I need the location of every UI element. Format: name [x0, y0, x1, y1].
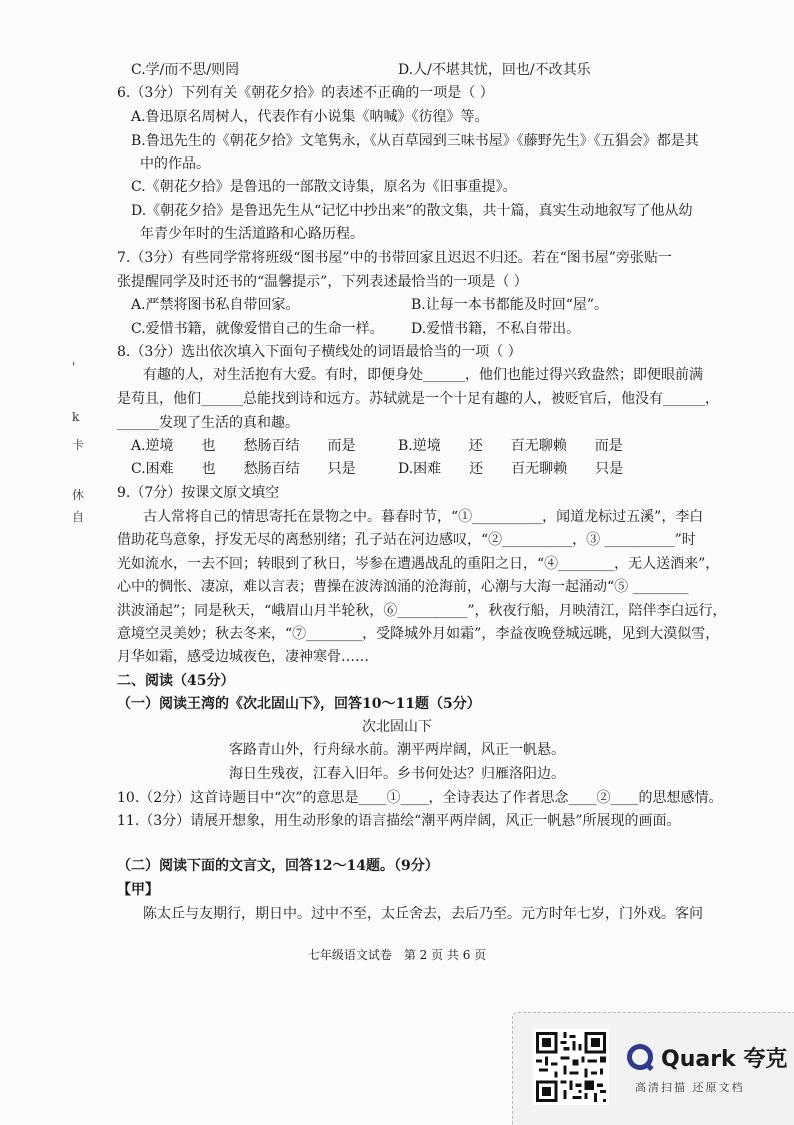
- section-2-heading: （二）阅读下面的文言文，回答12～14题。（9分）: [117, 858, 439, 874]
- q7-option-d: D.爱惜书籍，不私自带出。: [411, 321, 581, 337]
- q8-passage: 是苟且，他们______总能找到诗和远方。苏轼就是一个十足有趣的人，被贬官后，他没有______，: [117, 391, 719, 407]
- q6-option-d: D.《朝花夕拾》是鲁迅先生从“记忆中抄出来”的散文集，共十篇，真实生动地叙写了他从幼: [131, 203, 693, 219]
- page-footer: 七年级语文试卷 第 2 页 共 6 页: [307, 948, 487, 962]
- q8-option-c: C.困难 也 愁肠百结 只是: [131, 461, 356, 477]
- margin-mark: 休: [72, 488, 85, 502]
- margin-mark: ': [72, 360, 76, 374]
- question-10: 10.（2分）这首诗题目中“次”的意思是____①____，全诗表达了作者思念____②____的思想感情。: [117, 790, 723, 806]
- quark-brand: Quark 夸克: [661, 1046, 788, 1072]
- q6-option-d-cont: 年青少年时的生活道路和心路历程。: [140, 226, 364, 242]
- q8-passage: 有趣的人，对生活抱有大爱。有时，即便身处______，他们也能过得兴致盎然；即便眼前满: [143, 367, 703, 383]
- q9-passage: 借助花鸟意象，抒发无尽的离愁别绪；孔子站在河边感叹，“②__________，③ __________”时: [117, 532, 696, 548]
- question-11: 11.（3分）请展开想象，用生动形象的语言描绘“潮平两岸阔，风正一帆悬”所展现的画面。: [117, 813, 681, 829]
- classical-passage: 陈太丘与友期行，期日中。过中不至，太丘舍去，去后乃至。元方时年七岁，门外戏。客问: [143, 906, 703, 922]
- poem-line: 客路青山外，行舟绿水前。潮平两岸阔，风正一帆悬。: [229, 742, 565, 758]
- q8-option-d: D.困难 还 百无聊赖 只是: [398, 461, 624, 477]
- q9-passage: 光如流水，一去不回；转眼到了秋日，岑参在遭遇战乱的重阳之日，“④________，无人送酒来”，: [117, 556, 720, 572]
- q9-passage: 意境空灵美妙；秋去冬来，“⑦________，受降城外月如霜”，李益夜晚登城远眺，见到大漠似雪，: [117, 626, 720, 642]
- q7-option-a: A.严禁将图书私自带回家。: [131, 297, 300, 313]
- passage-jia-label: 【甲】: [117, 882, 159, 898]
- margin-mark: 自: [72, 510, 85, 524]
- q7-option-b: B.让每一本书都能及时回“屋”。: [411, 297, 609, 313]
- q8-option-a: A.逆境 也 愁肠百结 而是: [131, 438, 356, 454]
- q6-option-a: A.鲁迅原名周树人，代表作有小说集《呐喊》《彷徨》等。: [131, 109, 489, 125]
- quark-logo: [627, 1039, 787, 1075]
- question-9: 9.（7分）按课文原文填空: [117, 485, 280, 501]
- question-6: 6.（3分）下列有关《朝花夕拾》的表述不正确的一项是（ ）: [117, 85, 494, 101]
- poem-line: 海日生残夜，江春入旧年。乡书何处达？归雁洛阳边。: [229, 766, 565, 782]
- q9-passage: 心中的惆怅、凄凉，难以言表；曹操在波涛汹涌的沧海前，心潮与大海一起涌动“⑤ ________: [117, 579, 689, 595]
- quark-slogan: 高清扫描 还原文档: [635, 1081, 745, 1094]
- q5-option-d: D.人/不堪其忧，回也/不改其乐: [398, 62, 591, 78]
- quark-logo-icon: [627, 1044, 653, 1070]
- q6-option-c: C.《朝花夕拾》是鲁迅的一部散文诗集，原名为《旧事重提》。: [131, 179, 517, 195]
- qr-code-icon: [533, 1029, 609, 1105]
- poem-title: 次北固山下: [362, 719, 432, 735]
- margin-mark: k: [72, 410, 80, 424]
- margin-mark: 卡: [72, 438, 85, 452]
- section-reading-heading: 二、阅读（45分）: [117, 673, 235, 689]
- question-7: 7.（3分）有些同学常将班级“图书屋”中的书带回家且迟迟不归还。若在“图书屋”旁张贴一: [117, 250, 672, 266]
- question-8: 8.（3分）选出依次填入下面句子横线处的词语最恰当的一项（ ）: [117, 344, 522, 360]
- q8-passage: ______发现了生活的真和趣。: [117, 415, 299, 431]
- q9-passage: 洪波涌起”；同是秋天，“峨眉山月半轮秋，⑥__________”，秋夜行船，月映清江，陪伴李白远行，: [117, 603, 727, 619]
- q6-option-b: B.鲁迅先生的《朝花夕拾》文笔隽永，《从百草园到三味书屋》《藤野先生》《五猖会》都是其: [131, 133, 699, 149]
- q9-passage: 古人常将自己的情思寄托在景物之中。暮春时节，“①__________，闻道龙标过五溪”，李白: [143, 509, 704, 525]
- q5-option-c: C.学/而不思/则罔: [131, 62, 240, 78]
- question-7-cont: 张提醒同学及时还书的“温馨提示”，下列表述最恰当的一项是（ ）: [117, 274, 528, 290]
- section-1-heading: （一）阅读王湾的《次北固山下》，回答10～11题（5分）: [117, 696, 481, 712]
- q9-passage: 月华如霜，感受边城夜色，凄神寒骨……: [117, 649, 369, 665]
- q8-option-b: B.逆境 还 百无聊赖 而是: [398, 438, 623, 454]
- q6-option-b-cont: 中的作品。: [140, 156, 210, 172]
- quark-watermark: [512, 1012, 794, 1125]
- q7-option-c: C.爱惜书籍，就像爱惜自己的生命一样。: [131, 321, 384, 337]
